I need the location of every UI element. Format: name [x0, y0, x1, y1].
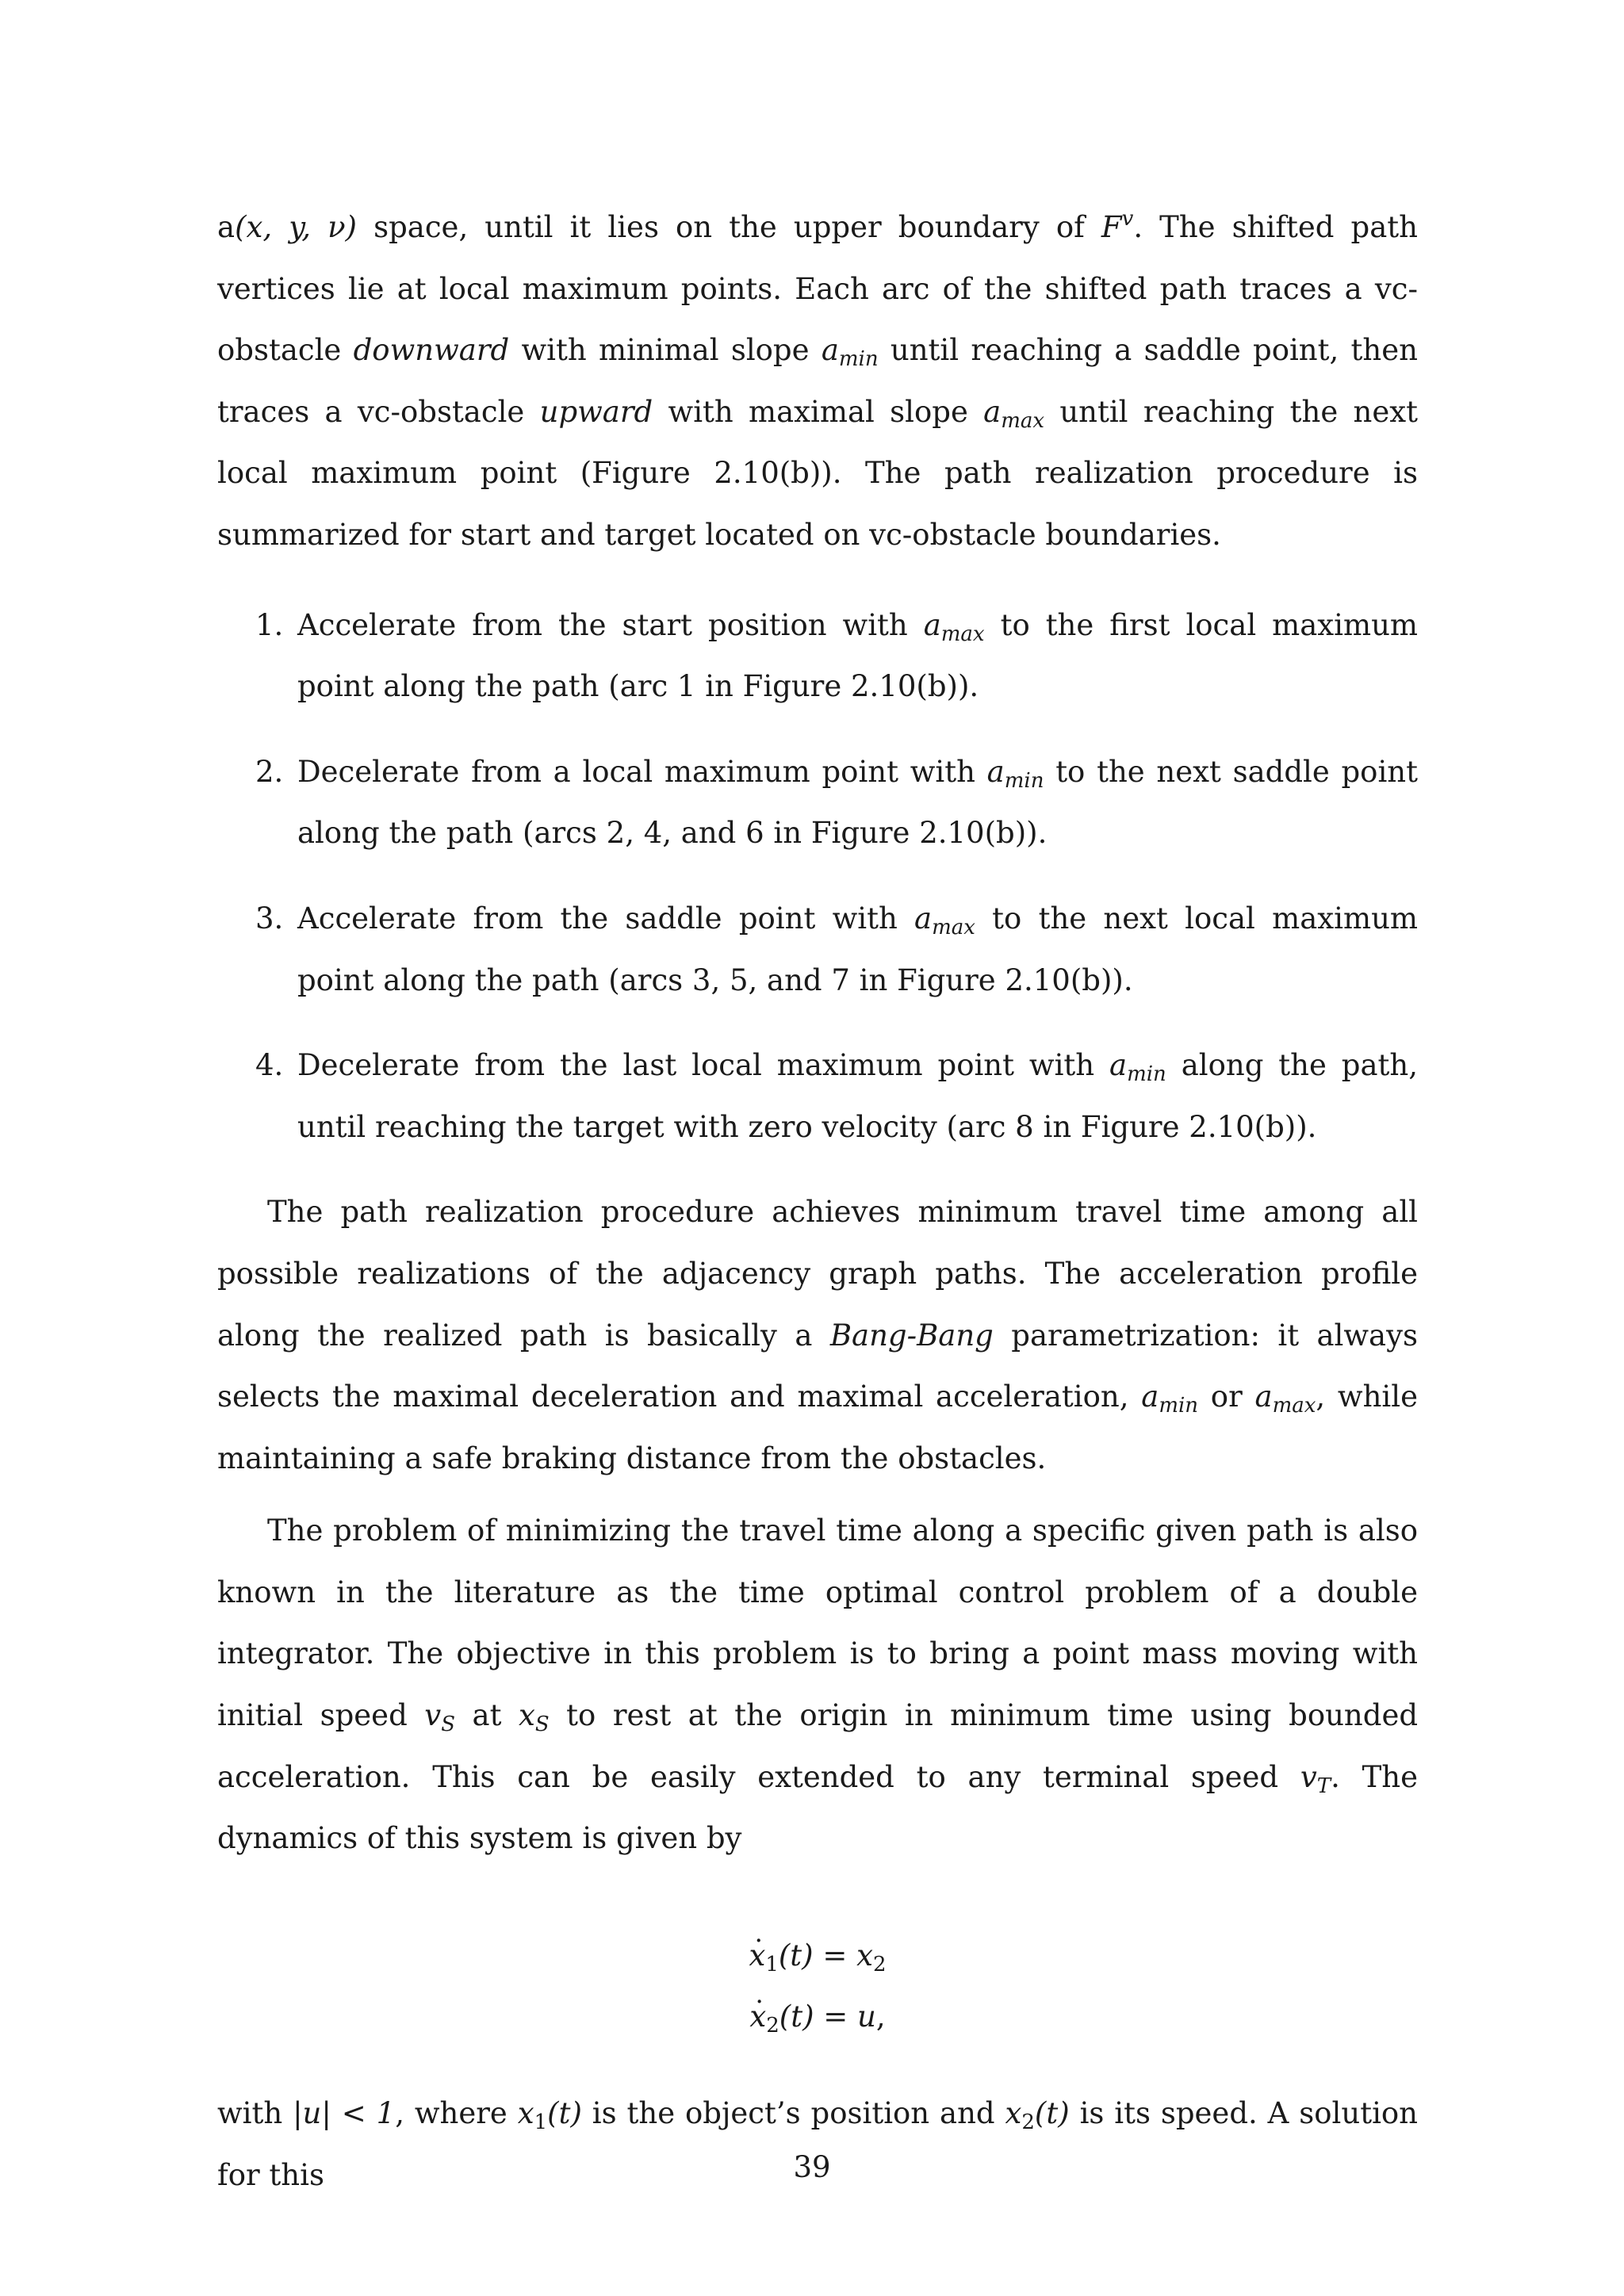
- paragraph-2: The path realization procedure achieves minimum travel time among all possible realizations of the adjacency graph paths. The acceleration profile along the realized path is basically a Bang-Bang parametrization: it always selects the maximal deceleration and maximal acceleration, $a_{min}$ or $a_{max}$, while maintaining a safe braking distance from the obstacles.: [217, 1195, 1419, 1475]
- emph-upward: upward: [539, 394, 653, 429]
- list-item: 4. Decelerate from the last local maximum point with $a_{min}$ along the path, until reaching the target with zero velocity (arc 8 in Figure 2.10(b)).: [255, 1048, 1418, 1144]
- page-body: [217, 197, 1418, 2206]
- paragraph-4: with |u| < 1, where x1(t) is the object’s position and x2(t) is its speed. A solution for this: [217, 2096, 1419, 2192]
- emph-downward: downward: [353, 333, 510, 368]
- procedure-list: [217, 595, 1418, 1158]
- paragraph-1: a(x, y, ν) space, until it lies on the upper boundary of $F^v$. The shifted path vertices lie at local maximum points. Each arc of the shifted path traces a vc-obstacle downward with minimal slope $a_{min}$ until reaching a saddle point, then traces a vc-obstacle upward with maximal slope $a_{max}$ until reaching the next local maximum point (Figure 2.10(b)). The path realization procedure is summarized for start and target located on vc-obstacle boundaries.: [217, 207, 1419, 552]
- equation-2: ˙ x2(t) = u,: [217, 1986, 1418, 2048]
- equation-block: [217, 1925, 1418, 2048]
- page-number: 39: [793, 2150, 831, 2184]
- paragraph-3: The problem of minimizing the travel time along a specific given path is also known in the literature as the time optimal control problem of a double integrator. The objective in this problem is to bring a point mass moving with initial speed $v_S$ at $x_S$ to rest at the origin in minimum time using bounded acceleration. This can be easily extended to any terminal speed $v_T$. The dynamics of this system is given by: [217, 1513, 1419, 1856]
- list-item: 2. Decelerate from a local maximum point with $a_{min}$ to the next saddle point along the path (arcs 2, 4, and 6 in Figure 2.10(b)).: [255, 754, 1418, 851]
- emph-bang-bang: Bang-Bang: [829, 1318, 994, 1353]
- list-item: 3. Accelerate from the saddle point with $a_{max}$ to the next local maximum point along the path (arcs 3, 5, and 7 in Figure 2.10(b)).: [255, 901, 1418, 997]
- equation-1: ˙ x1(t) = x2: [217, 1925, 1418, 1987]
- math-space-tuple: (x, y, ν): [235, 210, 357, 244]
- list-item: 1. Accelerate from the start position with $a_{max}$ to the first local maximum point along the path (arc 1 in Figure 2.10(b)).: [255, 607, 1418, 704]
- math-F: F: [1101, 210, 1122, 244]
